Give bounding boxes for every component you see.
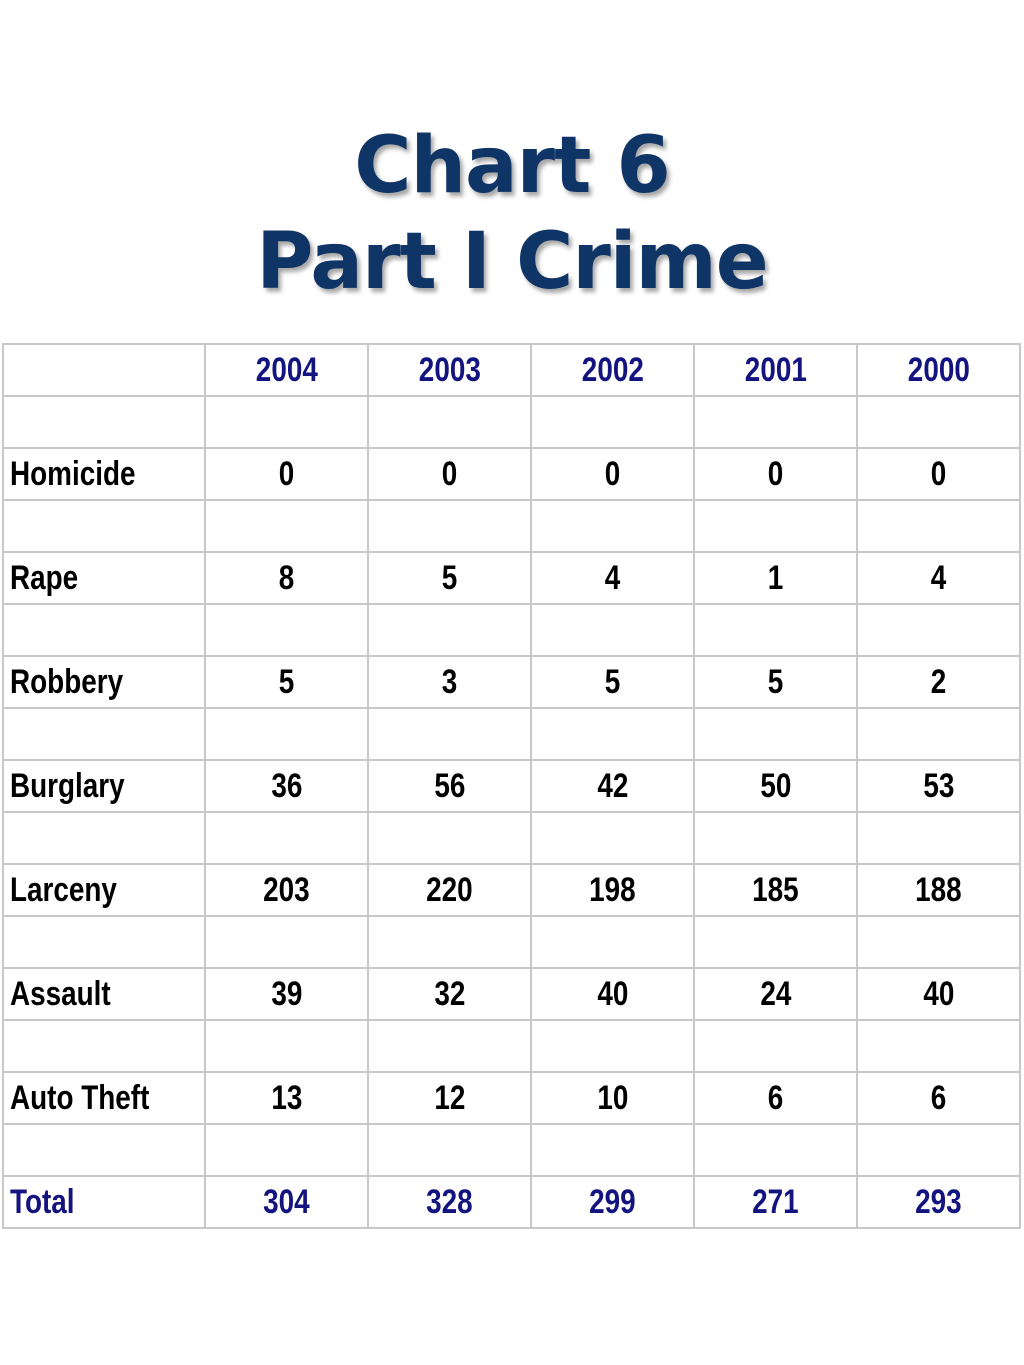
spacer-cell	[857, 396, 1020, 448]
chart-title-line-1: Chart 6	[354, 121, 670, 211]
spacer-cell	[531, 708, 694, 760]
spacer-cell	[531, 1124, 694, 1176]
cell-assault-2001-text: 24	[759, 974, 792, 1013]
header-year-2002	[531, 344, 694, 396]
cell-total-2002	[531, 1176, 694, 1228]
header-year-2001-text: 2001	[744, 350, 807, 389]
spacer-cell	[205, 708, 368, 760]
header-year-2001	[694, 344, 857, 396]
row-label-burglary-text: Burglary	[10, 766, 125, 805]
spacer-row	[3, 1124, 1020, 1176]
cell-burglary-2004	[205, 760, 368, 812]
cell-assault-2000	[857, 968, 1020, 1020]
spacer-cell	[368, 708, 531, 760]
cell-rape-2000-text: 4	[930, 558, 947, 597]
table-row-robbery	[3, 656, 1020, 708]
cell-larceny-2002	[531, 864, 694, 916]
spacer-cell	[694, 396, 857, 448]
cell-assault-2002-text: 40	[596, 974, 629, 1013]
cell-robbery-2002-text: 5	[604, 662, 621, 701]
spacer-cell	[694, 1124, 857, 1176]
cell-burglary-2004-text: 36	[270, 766, 303, 805]
cell-robbery-2000-text: 2	[930, 662, 947, 701]
cell-total-2000-text: 293	[915, 1182, 962, 1221]
spacer-cell	[368, 396, 531, 448]
cell-robbery-2004-text: 5	[278, 662, 295, 701]
cell-robbery-2001	[694, 656, 857, 708]
spacer-cell	[3, 916, 205, 968]
row-label-rape	[3, 552, 205, 604]
cell-auto-theft-2001	[694, 1072, 857, 1124]
cell-total-2004	[205, 1176, 368, 1228]
spacer-cell	[531, 916, 694, 968]
spacer-cell	[531, 1020, 694, 1072]
spacer-cell	[368, 1124, 531, 1176]
cell-larceny-2001	[694, 864, 857, 916]
cell-rape-2001-text: 1	[767, 558, 784, 597]
spacer-cell	[368, 1020, 531, 1072]
cell-total-2002-text: 299	[589, 1182, 636, 1221]
header-corner-cell	[3, 344, 205, 396]
cell-larceny-2001-text: 185	[752, 870, 799, 909]
cell-rape-2003	[368, 552, 531, 604]
spacer-cell	[368, 812, 531, 864]
spacer-cell	[694, 916, 857, 968]
cell-homicide-2001-text: 0	[767, 454, 784, 493]
spacer-cell	[857, 812, 1020, 864]
row-label-auto-theft-text: Auto Theft	[10, 1078, 150, 1117]
row-label-burglary	[3, 760, 205, 812]
spacer-cell	[205, 1020, 368, 1072]
cell-total-2003-text: 328	[426, 1182, 473, 1221]
cell-robbery-2002	[531, 656, 694, 708]
cell-larceny-2004	[205, 864, 368, 916]
spacer-cell	[857, 500, 1020, 552]
cell-larceny-2004-text: 203	[263, 870, 310, 909]
spacer-cell	[694, 1020, 857, 1072]
cell-auto-theft-2002-text: 10	[596, 1078, 629, 1117]
table-row-rape	[3, 552, 1020, 604]
spacer-cell	[3, 1020, 205, 1072]
header-year-2004	[205, 344, 368, 396]
spacer-cell	[3, 604, 205, 656]
spacer-cell	[694, 708, 857, 760]
cell-larceny-2003-text: 220	[426, 870, 473, 909]
cell-auto-theft-2003	[368, 1072, 531, 1124]
cell-homicide-2002-text: 0	[604, 454, 621, 493]
spacer-row	[3, 396, 1020, 448]
cell-burglary-2003-text: 56	[433, 766, 466, 805]
cell-auto-theft-2000	[857, 1072, 1020, 1124]
cell-robbery-2003	[368, 656, 531, 708]
cell-homicide-2000	[857, 448, 1020, 500]
table-row-homicide	[3, 448, 1020, 500]
spacer-cell	[3, 396, 205, 448]
spacer-cell	[205, 812, 368, 864]
spacer-row	[3, 708, 1020, 760]
spacer-cell	[531, 500, 694, 552]
chart-title	[0, 118, 1024, 310]
table-row-auto-theft	[3, 1072, 1020, 1124]
spacer-cell	[3, 500, 205, 552]
cell-burglary-2002-text: 42	[596, 766, 629, 805]
spacer-cell	[694, 604, 857, 656]
cell-assault-2002	[531, 968, 694, 1020]
chart-title-line-2: Part I Crime	[256, 217, 768, 307]
spacer-cell	[3, 812, 205, 864]
cell-total-2003	[368, 1176, 531, 1228]
total-row	[3, 1176, 1020, 1228]
cell-assault-2001	[694, 968, 857, 1020]
spacer-cell	[531, 396, 694, 448]
cell-robbery-2001-text: 5	[767, 662, 784, 701]
cell-rape-2002	[531, 552, 694, 604]
spacer-row	[3, 1020, 1020, 1072]
spacer-cell	[3, 708, 205, 760]
table-row-burglary	[3, 760, 1020, 812]
spacer-cell	[531, 812, 694, 864]
cell-rape-2002-text: 4	[604, 558, 621, 597]
spacer-cell	[368, 604, 531, 656]
cell-robbery-2004	[205, 656, 368, 708]
row-label-homicide	[3, 448, 205, 500]
cell-assault-2004	[205, 968, 368, 1020]
cell-auto-theft-2004	[205, 1072, 368, 1124]
cell-homicide-2003	[368, 448, 531, 500]
row-label-larceny	[3, 864, 205, 916]
cell-auto-theft-2002	[531, 1072, 694, 1124]
cell-assault-2004-text: 39	[270, 974, 303, 1013]
cell-homicide-2001	[694, 448, 857, 500]
row-label-larceny-text: Larceny	[10, 870, 117, 909]
row-label-robbery	[3, 656, 205, 708]
cell-burglary-2001-text: 50	[759, 766, 792, 805]
header-year-2003-text: 2003	[418, 350, 481, 389]
spacer-cell	[368, 500, 531, 552]
header-year-2003	[368, 344, 531, 396]
spacer-cell	[3, 1124, 205, 1176]
cell-auto-theft-2001-text: 6	[767, 1078, 784, 1117]
cell-burglary-2000-text: 53	[922, 766, 955, 805]
spacer-cell	[368, 916, 531, 968]
row-label-assault-text: Assault	[10, 974, 111, 1013]
cell-robbery-2000	[857, 656, 1020, 708]
cell-larceny-2000	[857, 864, 1020, 916]
spacer-row	[3, 604, 1020, 656]
spacer-cell	[857, 708, 1020, 760]
spacer-cell	[694, 500, 857, 552]
cell-homicide-2000-text: 0	[930, 454, 947, 493]
cell-auto-theft-2000-text: 6	[930, 1078, 947, 1117]
spacer-row	[3, 916, 1020, 968]
cell-larceny-2000-text: 188	[915, 870, 962, 909]
spacer-cell	[857, 1124, 1020, 1176]
header-year-2000-text: 2000	[907, 350, 970, 389]
cell-auto-theft-2004-text: 13	[270, 1078, 303, 1117]
spacer-cell	[205, 1124, 368, 1176]
cell-rape-2001	[694, 552, 857, 604]
cell-homicide-2004	[205, 448, 368, 500]
cell-burglary-2001	[694, 760, 857, 812]
cell-larceny-2002-text: 198	[589, 870, 636, 909]
cell-assault-2003-text: 32	[433, 974, 466, 1013]
cell-rape-2003-text: 5	[441, 558, 458, 597]
cell-larceny-2003	[368, 864, 531, 916]
cell-assault-2003	[368, 968, 531, 1020]
spacer-cell	[694, 812, 857, 864]
spacer-cell	[857, 604, 1020, 656]
cell-homicide-2003-text: 0	[441, 454, 458, 493]
row-label-robbery-text: Robbery	[10, 662, 124, 701]
table-row-larceny	[3, 864, 1020, 916]
spacer-cell	[205, 396, 368, 448]
row-label-homicide-text: Homicide	[10, 454, 136, 493]
cell-robbery-2003-text: 3	[441, 662, 458, 701]
spacer-cell	[205, 604, 368, 656]
cell-rape-2004	[205, 552, 368, 604]
header-row	[3, 344, 1020, 396]
cell-homicide-2002	[531, 448, 694, 500]
spacer-cell	[531, 604, 694, 656]
spacer-row	[3, 500, 1020, 552]
cell-auto-theft-2003-text: 12	[433, 1078, 466, 1117]
header-year-2000	[857, 344, 1020, 396]
cell-rape-2000	[857, 552, 1020, 604]
spacer-cell	[857, 916, 1020, 968]
header-year-2002-text: 2002	[581, 350, 644, 389]
cell-total-2004-text: 304	[263, 1182, 310, 1221]
cell-burglary-2000	[857, 760, 1020, 812]
row-label-total-text: Total	[10, 1182, 75, 1221]
spacer-cell	[205, 500, 368, 552]
spacer-row	[3, 812, 1020, 864]
cell-assault-2000-text: 40	[922, 974, 955, 1013]
row-label-assault	[3, 968, 205, 1020]
header-year-2004-text: 2004	[255, 350, 318, 389]
cell-burglary-2003	[368, 760, 531, 812]
cell-rape-2004-text: 8	[278, 558, 295, 597]
table-row-assault	[3, 968, 1020, 1020]
spacer-cell	[857, 1020, 1020, 1072]
spacer-cell	[205, 916, 368, 968]
cell-total-2000	[857, 1176, 1020, 1228]
cell-total-2001-text: 271	[752, 1182, 799, 1221]
crime-table	[2, 343, 1021, 1229]
row-label-total	[3, 1176, 205, 1228]
row-label-auto-theft	[3, 1072, 205, 1124]
cell-burglary-2002	[531, 760, 694, 812]
cell-total-2001	[694, 1176, 857, 1228]
row-label-rape-text: Rape	[10, 558, 79, 597]
cell-homicide-2004-text: 0	[278, 454, 295, 493]
